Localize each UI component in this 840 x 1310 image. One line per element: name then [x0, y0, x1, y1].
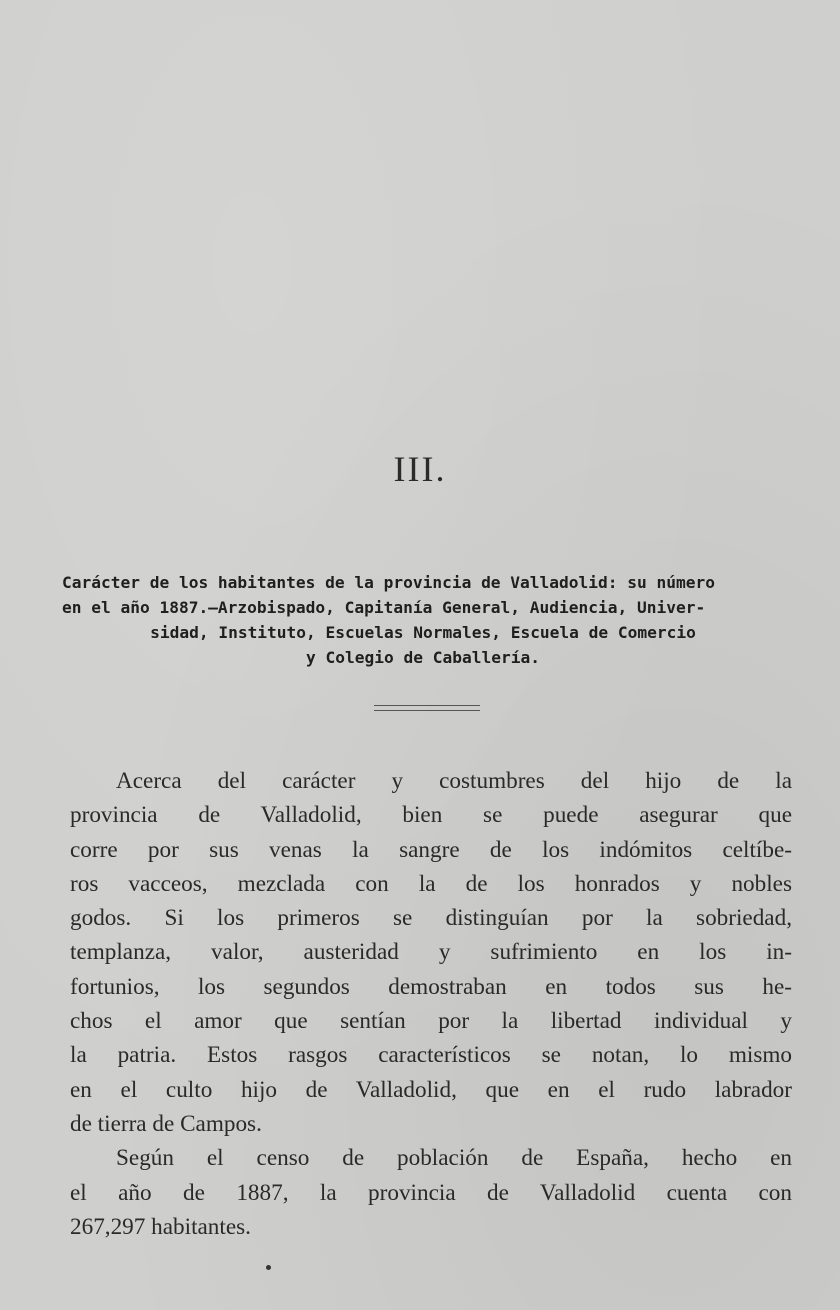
ink-speck: [266, 1265, 271, 1270]
text-line: Acerca del carácter y costumbres del hijo de la: [116, 768, 792, 794]
text-line: ros vacceos, mezclada con la de los honrados y nobles: [70, 870, 792, 897]
chapter-number: III.: [393, 449, 447, 489]
text-line: chos el amor que sentían por la libertad individual y: [70, 1008, 792, 1035]
summary-line: y Colegio de Caballería.: [306, 648, 540, 667]
chapter-summary: [62, 570, 784, 670]
text-line: 267,297 habitantes.: [70, 1213, 251, 1240]
text-line: el año de 1887, la provincia de Valladolid cuenta con: [70, 1179, 792, 1206]
text-line: provincia de Valladolid, bien se puede asegurar que: [70, 802, 792, 829]
text-line: de tierra de Campos.: [70, 1110, 262, 1137]
paragraph: [70, 764, 792, 1141]
summary-line: en el año 1887.—Arzobispado, Capitanía General, Audiencia, Univer-: [62, 598, 706, 617]
text-line: Según el censo de población de España, hecho en: [116, 1145, 792, 1172]
text-line: fortunios, los segundos demostraban en todos sus he-: [70, 973, 792, 1000]
text-line: la patria. Estos rasgos característicos se notan, lo mismo: [70, 1042, 792, 1069]
body-text: [70, 764, 792, 1244]
text-line: templanza, valor, austeridad y sufrimiento en los in-: [70, 939, 792, 966]
summary-line: sidad, Instituto, Escuelas Normales, Escuela de Comercio: [150, 623, 696, 642]
text-line: en el culto hijo de Valladolid, que en el rudo labrador: [70, 1076, 792, 1103]
section-divider: [374, 705, 480, 711]
text-line: godos. Si los primeros se distinguían por la sobriedad,: [70, 905, 792, 932]
summary-line: Carácter de los habitantes de la provincia de Valladolid: su número: [62, 573, 715, 592]
paragraph: [70, 1141, 792, 1244]
text-line: corre por sus venas la sangre de los indómitos celtíbe-: [70, 836, 792, 863]
